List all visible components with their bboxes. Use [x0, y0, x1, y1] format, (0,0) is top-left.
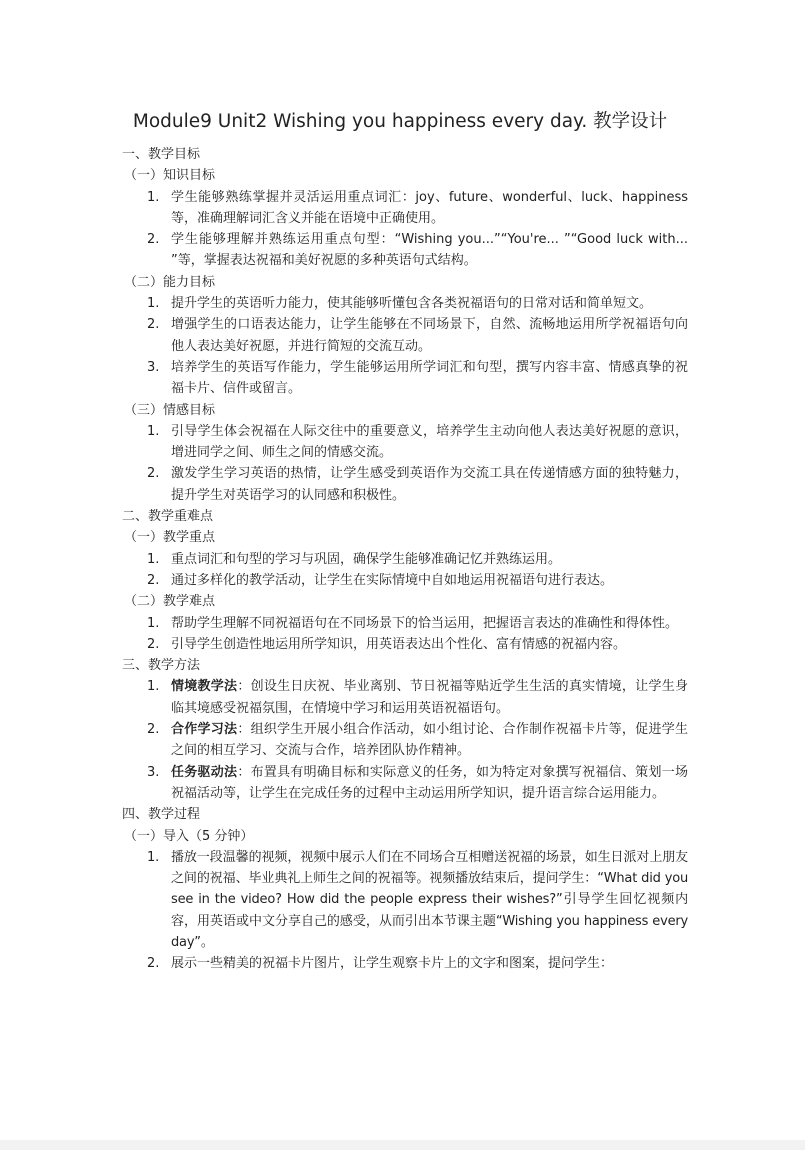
list-number: 1.	[147, 551, 160, 567]
subsection-heading: （三）情感目标	[124, 402, 216, 418]
subsection-heading: （二）教学难点	[124, 594, 216, 610]
list-text: 培养学生的英语写作能力，学生能够运用所学词汇和句型，撰写内容丰富、情感真挚的祝福卡片、信件或留言。	[171, 359, 688, 397]
list-text: ：创设生日庆祝、毕业离别、节日祝福等贴近学生生活的真实情境，让学生身临其境感受祝福氛围，在情境中学习和运用英语祝福语句。	[171, 679, 688, 716]
list-text: 激发学生学习英语的热情，让学生感受到英语作为交流工具在传递情感方面的独特魅力，提升学生对英语学习的认同感和积极性。	[171, 466, 688, 503]
section-heading: 三、教学方法	[122, 658, 201, 674]
numbered-list	[122, 421, 688, 506]
section-heading: 一、教学目标	[122, 147, 201, 162]
list-text: 增强学生的口语表达能力，让学生能够在不同场景下，自然、流畅地运用所学祝福语句向他人表达美好祝愿，并进行简短的交流互动。	[171, 317, 688, 354]
list-text: ：组织学生开展小组合作活动，如小组讨论、合作制作祝福卡片等，促进学生之间的相互学习、交流与合作，培养团队协作精神。	[171, 722, 688, 759]
list-number: 2.	[147, 722, 160, 738]
method-name: 合作学习法	[171, 722, 238, 738]
list-text: 通过多样化的教学活动，让学生在实际情境中自如地运用祝福语句进行表达。	[171, 572, 614, 588]
list-item	[122, 549, 688, 570]
list-number: 3.	[147, 764, 160, 780]
subsection-heading: （一）教学重点	[124, 530, 216, 546]
list-number: 2.	[147, 232, 160, 248]
list-item	[122, 463, 688, 506]
page-title: Module9 Unit2 Wishing you happiness every day. 教学设计	[132, 111, 668, 132]
list-text: 展示一些精美的祝福卡片图片，让学生观察卡片上的文字和图案，提问学生：	[171, 956, 614, 972]
method-name: 任务驱动法	[171, 764, 238, 780]
subsection-heading: （一）导入（5 分钟）	[124, 828, 254, 844]
document-content	[122, 108, 688, 975]
list-text: 学生能够熟练掌握并灵活运用重点词汇：joy、future、wonderful、luck、happiness 等，准确理解词汇含义并能在语境中正确使用。	[171, 189, 688, 226]
list-number: 1.	[147, 615, 160, 631]
list-item	[122, 314, 688, 357]
list-number: 2.	[147, 317, 160, 333]
subsection-heading: （一）知识目标	[124, 168, 216, 184]
section-heading: 四、教学过程	[122, 807, 201, 823]
list-number: 1.	[147, 296, 160, 312]
list-item	[122, 719, 688, 762]
list-number: 2.	[147, 636, 160, 652]
list-item	[122, 953, 688, 974]
method-name: 情境教学法	[171, 679, 238, 695]
numbered-list	[122, 847, 688, 975]
list-number: 1.	[147, 849, 160, 865]
subsection-heading: （二）能力目标	[124, 274, 216, 290]
list-text: 引导学生体会祝福在人际交往中的重要意义，培养学生主动向他人表达美好祝愿的意识，增进同学之间、师生之间的情感交流。	[171, 423, 688, 461]
list-number: 1.	[147, 423, 160, 439]
list-number: 1.	[147, 189, 160, 205]
list-text: ：布置具有明确目标和实际意义的任务，如为特定对象撰写祝福信、策划一场祝福活动等，让学生在完成任务的过程中主动运用所学知识，提升语言综合运用能力。	[171, 764, 688, 801]
list-text: 帮助学生理解不同祝福语句在不同场景下的恰当运用，把握语言表达的准确性和得体性。	[171, 615, 679, 631]
list-text: 播放一段温馨的视频，视频中展示人们在不同场合互相赠送祝福的场景，如生日派对上朋友之间的祝福、毕业典礼上师生之间的祝福等。视频播放结束后，提问学生：“What did you see in the video? How did the people express their wishes?”引导学生回忆视频内容，用英语或中文分享自己的感受，从而引出本节课主题“Wishing you happiness every day”。	[171, 849, 688, 950]
list-item	[122, 762, 688, 805]
list-item	[122, 421, 688, 464]
list-item	[122, 613, 688, 634]
list-item	[122, 847, 688, 953]
numbered-list	[122, 613, 688, 656]
list-number: 2.	[147, 466, 160, 482]
list-text: 学生能够理解并熟练运用重点句型：“Wishing you...”“You're... ”“Good luck with... ”等，掌握表达祝福和美好祝愿的多种英语句式结构。	[171, 232, 688, 269]
numbered-list	[122, 549, 688, 592]
list-number: 1.	[147, 679, 160, 695]
numbered-list	[122, 187, 688, 272]
list-item	[122, 293, 688, 314]
list-item	[122, 357, 688, 400]
list-item	[122, 570, 688, 591]
list-number: 2.	[147, 572, 160, 588]
list-number: 3.	[147, 359, 160, 375]
list-item	[122, 229, 688, 272]
numbered-list	[122, 676, 688, 804]
list-text: 重点词汇和句型的学习与巩固，确保学生能够准确记忆并熟练运用。	[171, 551, 562, 567]
list-item	[122, 187, 688, 230]
list-text: 引导学生创造性地运用所学知识，用英语表达出个性化、富有情感的祝福内容。	[171, 636, 627, 652]
section-heading: 二、教学重难点	[122, 509, 214, 525]
list-number: 2.	[147, 956, 160, 972]
list-text: 提升学生的英语听力能力，使其能够听懂包含各类祝福语句的日常对话和简单短文。	[171, 296, 653, 312]
list-item	[122, 676, 688, 719]
list-item	[122, 634, 688, 655]
numbered-list	[122, 293, 688, 399]
